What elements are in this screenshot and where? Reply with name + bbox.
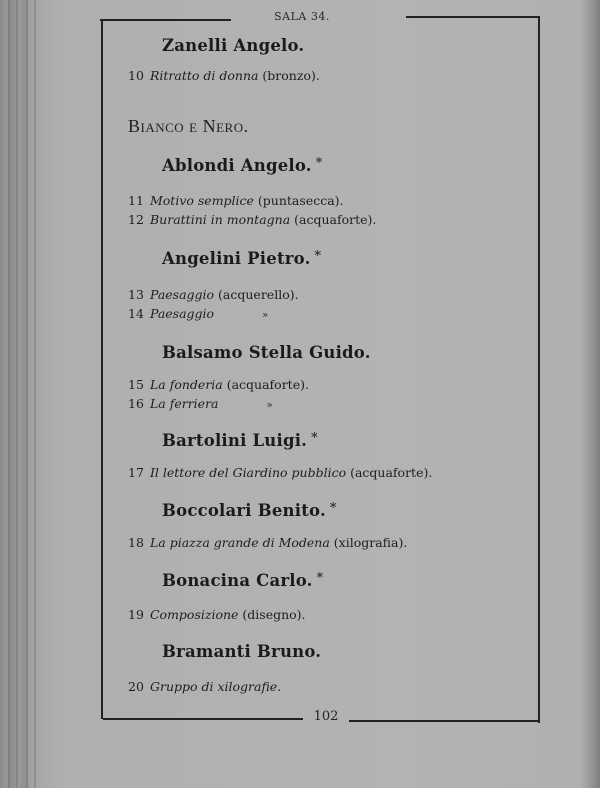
item-medium: (puntasecca). — [253, 193, 344, 208]
item-title: La fonderia — [149, 377, 223, 392]
item-number: 13 — [128, 287, 144, 302]
asterisk-mark: * — [311, 431, 318, 446]
item-title: La piazza grande di Modena — [149, 535, 330, 550]
artist-name-text: Bonacina Carlo. — [162, 571, 313, 590]
item-medium: (xilografia). — [329, 535, 408, 550]
item-number: 19 — [128, 607, 144, 622]
item-number: 16 — [128, 396, 144, 411]
catalogue-item — [128, 533, 407, 552]
artist-name-text: Boccolari Benito. — [162, 501, 326, 520]
frame-rule-bottom-left — [103, 718, 303, 720]
page-edge-line — [16, 0, 18, 788]
catalogue-item — [128, 191, 344, 210]
catalogue-item — [128, 394, 273, 415]
item-title: Paesaggio — [149, 287, 215, 302]
item-title: Ritratto di donna — [149, 68, 259, 83]
frame-rule-left — [101, 19, 103, 719]
item-medium: (acquaforte). — [346, 465, 433, 480]
artist-name — [162, 571, 323, 590]
item-title: Gruppo di xilografie. — [149, 679, 282, 694]
item-title: La ferriera — [149, 396, 219, 411]
frame-rule-top-right — [406, 16, 540, 18]
frame-rule-bottom-right — [349, 720, 539, 722]
item-title: Motivo semplice — [149, 193, 254, 208]
catalogue-item — [128, 66, 320, 85]
asterisk-mark: * — [316, 571, 324, 586]
item-title: Composizione — [149, 607, 239, 622]
asterisk-mark: * — [314, 249, 322, 264]
artist-name-text: Balsamo Stella Guido. — [162, 343, 371, 362]
artist-name — [162, 431, 318, 450]
item-title: Il lettore del Giardino pubblico — [149, 465, 347, 480]
artist-name-text: Bartolini Luigi. — [162, 431, 308, 450]
catalogue-item — [128, 375, 309, 394]
frame-rule-right — [538, 16, 540, 723]
item-number: 17 — [128, 465, 144, 480]
asterisk-mark: * — [329, 501, 337, 516]
item-number: 14 — [128, 306, 144, 321]
artist-name — [162, 343, 371, 362]
item-medium: (bronzo). — [258, 68, 320, 83]
frame-rule-top-left — [100, 19, 231, 21]
artist-name-text: Zanelli Angelo. — [162, 36, 305, 55]
page-edge-line — [26, 0, 28, 788]
section-heading: Bianco e Nero. — [128, 116, 249, 136]
artist-name-text: Angelini Pietro. — [162, 249, 311, 268]
artist-name — [162, 249, 321, 268]
catalogue-item — [128, 210, 376, 229]
item-medium: (disegno). — [238, 607, 306, 622]
item-number: 12 — [128, 212, 144, 227]
artist-name-text: Bramanti Bruno. — [162, 642, 322, 661]
artist-name — [162, 36, 304, 55]
catalogue-item — [128, 304, 268, 325]
page-number: 102 — [313, 709, 339, 724]
artist-name-text: Ablondi Angelo. — [162, 156, 312, 175]
item-medium: (acquerello). — [214, 287, 299, 302]
item-medium: (acquaforte). — [290, 212, 377, 227]
item-title: Paesaggio — [149, 306, 215, 321]
artist-name — [162, 156, 322, 175]
artist-name — [162, 501, 337, 520]
item-number: 11 — [128, 193, 144, 208]
ditto-mark: » — [266, 400, 273, 411]
catalogue-item — [128, 463, 432, 482]
item-number: 18 — [128, 535, 144, 550]
item-number: 20 — [128, 679, 144, 694]
asterisk-mark: * — [315, 156, 323, 171]
item-medium: (acquaforte). — [222, 377, 309, 392]
page-edge-line — [34, 0, 36, 788]
ditto-mark: » — [262, 310, 269, 321]
artist-name — [162, 642, 321, 661]
running-head: SALA 34. — [274, 10, 330, 23]
catalogue-item — [128, 605, 306, 624]
item-title: Burattini in montagna — [149, 212, 291, 227]
item-number: 15 — [128, 377, 144, 392]
catalogue-item — [128, 285, 299, 304]
catalogue-item — [128, 677, 281, 696]
item-number: 10 — [128, 68, 144, 83]
page-edge-line — [8, 0, 10, 788]
